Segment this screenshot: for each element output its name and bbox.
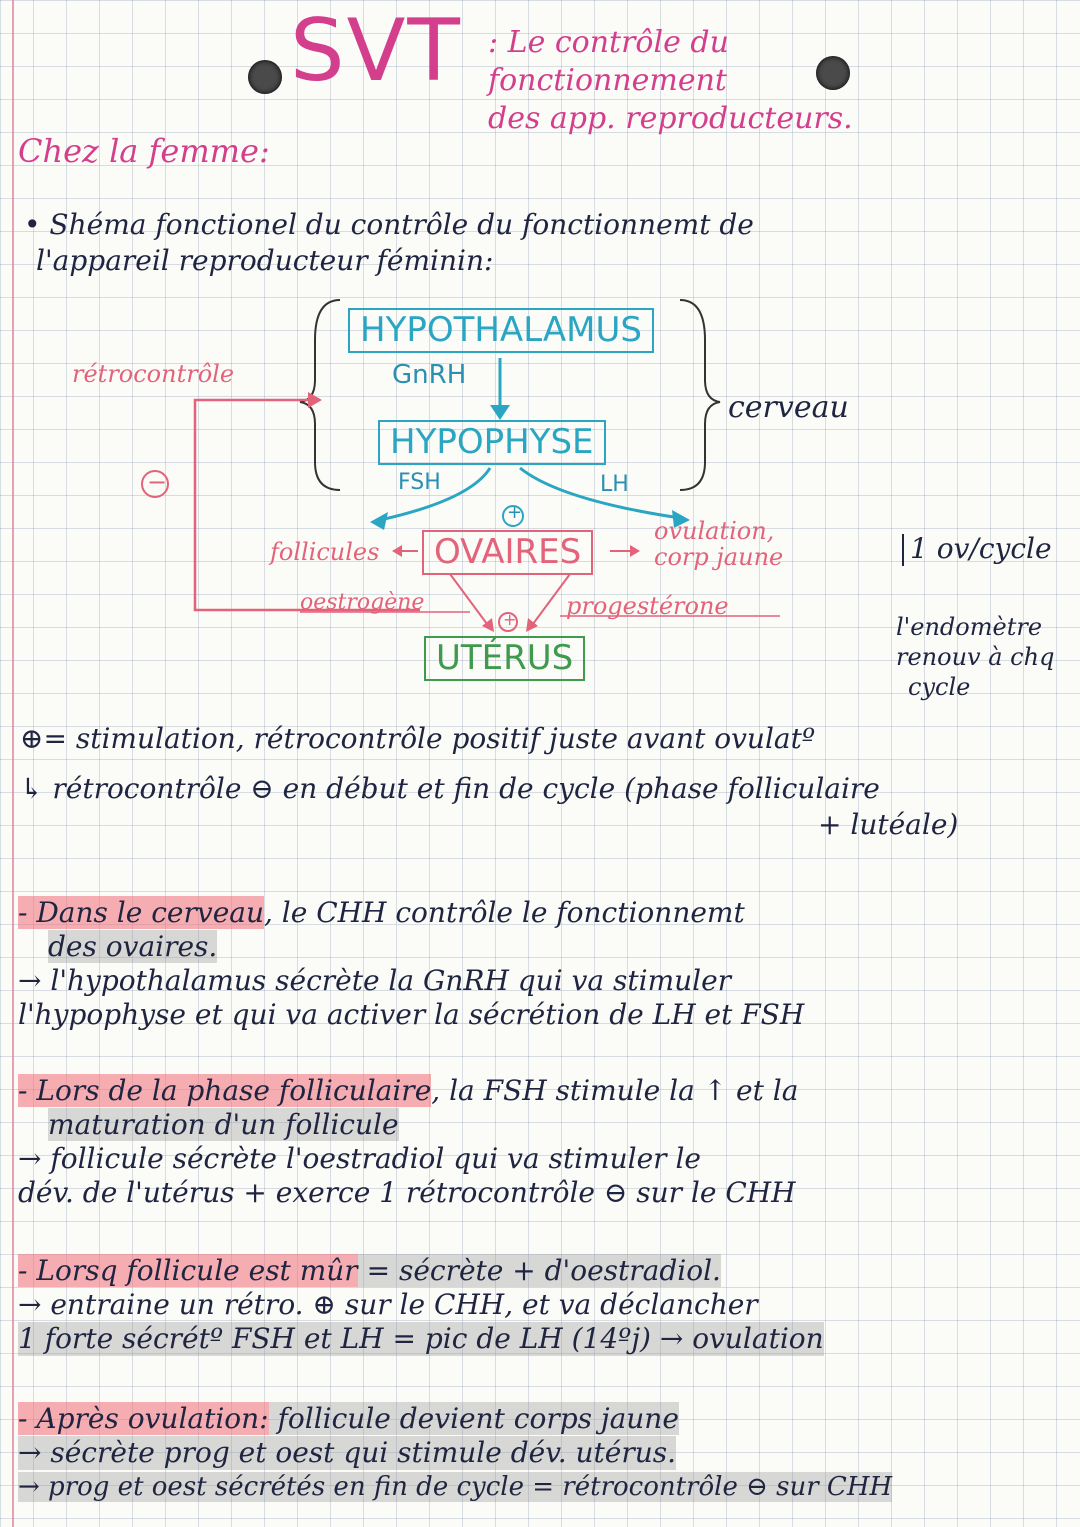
- p3-line-2: → entraine un rétro. ⊕ sur le CHH, et va déclancher: [18, 1288, 758, 1321]
- p1-line-2: des ovaires.: [48, 930, 218, 963]
- p2-highlight: - Lors de la phase folliculaire: [18, 1074, 432, 1107]
- proges-arrow: [530, 574, 570, 628]
- label-ovulation-1: ovulation,: [654, 517, 775, 545]
- p4-highlight: - Après ovulation:: [18, 1402, 269, 1435]
- legend-line-1: ⊕= stimulation, rétrocontrôle positif juste avant ovulatº: [20, 722, 816, 755]
- p1-line-1: , le CHH contrôle le fonctionnemt: [263, 896, 745, 929]
- p3-line-3: 1 forte sécrétº FSH et LH = pic de LH (14ºj) → ovulation: [18, 1322, 824, 1355]
- box-hypothalamus: HYPOTHALAMUS: [348, 308, 654, 353]
- p4-line-3: → prog et oest sécrétés en fin de cycle = rétrocontrôle ⊖ sur CHH: [18, 1472, 893, 1502]
- label-ovulation-2: corp jaune: [654, 543, 784, 571]
- label-follicules: follicules: [270, 538, 380, 566]
- intro-line-1: • Shéma fonctionel du contrôle du fonctionnemt de: [24, 208, 754, 241]
- title-svt: SVT: [290, 1, 462, 101]
- p2-line-1: , la FSH stimule la ↑ et la: [431, 1074, 799, 1107]
- p1-line-3: → l'hypothalamus sécrète la GnRH qui va stimuler: [18, 964, 732, 997]
- brace-right: [680, 300, 720, 490]
- sign-minus: −: [147, 468, 168, 496]
- label-retrocontrole: rétrocontrôle: [72, 360, 235, 388]
- label-gnrh: GnRH: [392, 360, 467, 390]
- p2-line-2: maturation d'un follicule: [48, 1108, 399, 1141]
- side-note-endometre: [896, 612, 1054, 702]
- box-ovaires: OVAIRES: [422, 530, 593, 575]
- p4-line-1: follicule devient corps jaune: [268, 1402, 679, 1435]
- p3-highlight: - Lorsq follicule est mûr: [18, 1254, 358, 1287]
- paragraph-apres-ovulation: [18, 1402, 892, 1504]
- subtitle-line-3: des app. reproducteurs.: [488, 101, 853, 136]
- p4-line-2: → sécrète prog et oest qui stimule dév. utérus.: [18, 1436, 677, 1469]
- oestro-arrow: [450, 574, 490, 628]
- p1-highlight: - Dans le cerveau: [18, 896, 264, 929]
- paragraph-cerveau: [18, 896, 804, 1032]
- label-cerveau: cerveau: [728, 390, 849, 425]
- label-lh: LH: [600, 472, 629, 497]
- legend-line-3: + lutéale): [818, 808, 959, 841]
- p1-line-4: l'hypophyse et qui va activer la sécrétion de LH et FSH: [18, 998, 805, 1031]
- sign-plus-bottom: +: [503, 610, 517, 629]
- paragraph-follicule-mur: [18, 1254, 824, 1356]
- side-note-endometre-2: renouv à chq: [896, 643, 1055, 671]
- p2-line-3: → follicule sécrète l'oestradiol qui va stimuler le: [18, 1142, 701, 1175]
- subtitle-line-1: : Le contrôle du: [488, 25, 729, 60]
- side-note-ovulation: 1 ov/cycle: [910, 532, 1052, 565]
- section-heading: Chez la femme:: [18, 132, 270, 170]
- paragraph-phase-folliculaire: [18, 1074, 798, 1210]
- gnrh-arrow-head: [490, 405, 510, 420]
- label-ovulation: [654, 518, 783, 570]
- p3-line-1: = sécrète + d'oestradiol.: [357, 1254, 721, 1287]
- label-progesterone: progestérone: [566, 592, 729, 620]
- side-note-endometre-3: cycle: [908, 673, 971, 701]
- brace-left: [300, 300, 340, 490]
- label-oestrogene: oestrogène: [300, 590, 425, 615]
- intro-line-2: l'appareil reproducteur féminin:: [36, 244, 494, 277]
- label-fsh: FSH: [398, 470, 441, 495]
- p2-line-4: dév. de l'utérus + exerce 1 rétrocontrôle ⊖ sur le CHH: [18, 1176, 796, 1209]
- box-uterus: UTÉRUS: [424, 636, 585, 681]
- fsh-arrow-head: [370, 512, 388, 530]
- sign-plus: +: [507, 502, 523, 523]
- subtitle-line-2: fonctionnement: [488, 63, 727, 98]
- legend-line-2: ↳ rétrocontrôle ⊖ en début et fin de cycle (phase folliculaire: [20, 772, 880, 805]
- side-note-endometre-1: l'endomètre: [896, 613, 1043, 641]
- box-hypophyse: HYPOPHYSE: [378, 420, 606, 465]
